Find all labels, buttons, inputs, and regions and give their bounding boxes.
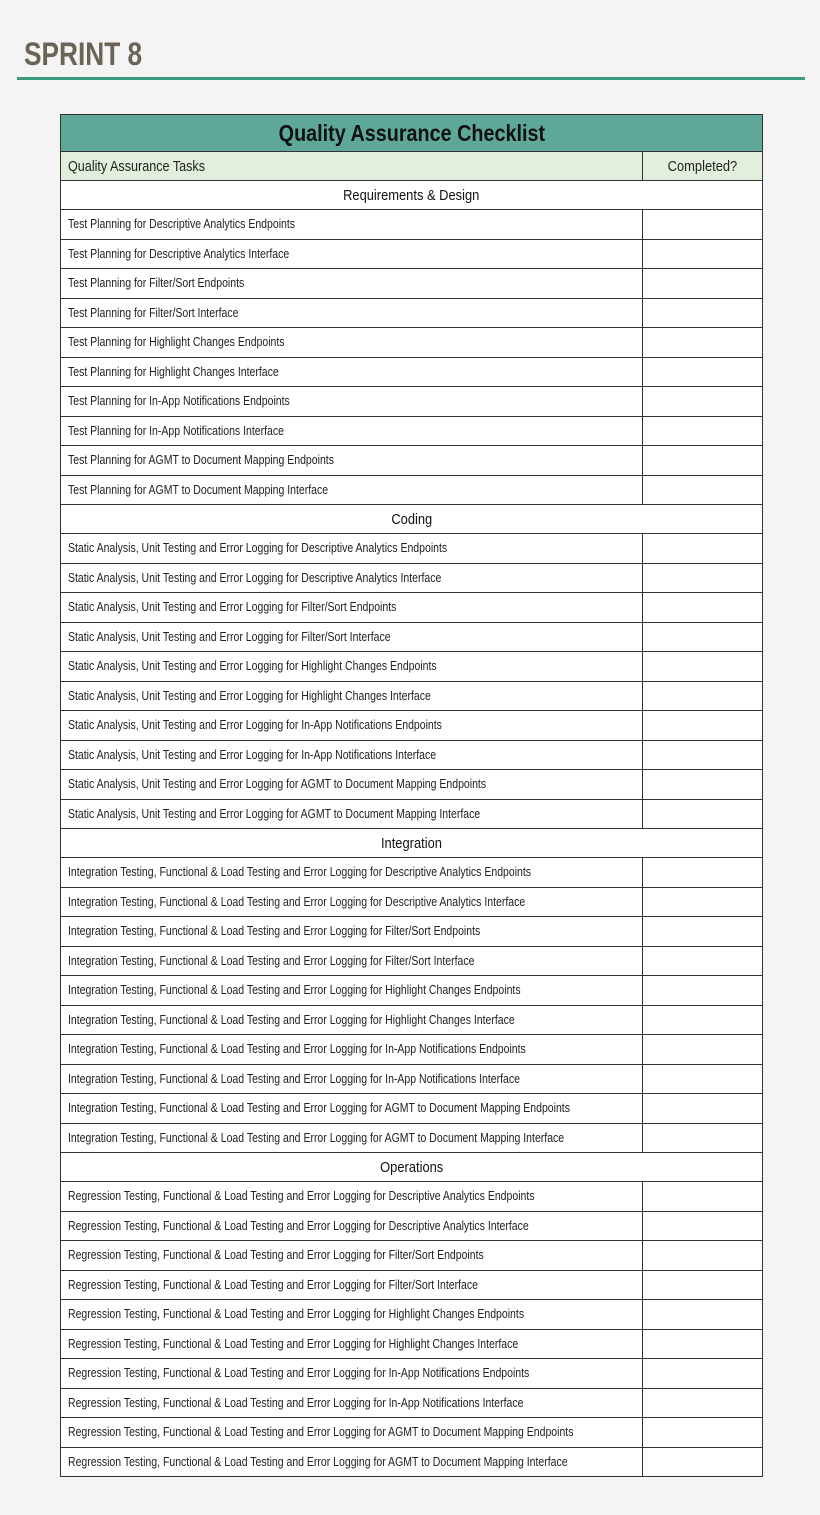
completed-checkbox-cell[interactable] [643,1005,763,1035]
task-label: Integration Testing, Functional & Load Testing and Error Logging for Descriptive Analytics Endpoints [68,865,532,880]
task-label: Regression Testing, Functional & Load Testing and Error Logging for Filter/Sort Endpoints [68,1248,484,1263]
table-row [61,446,763,476]
table-row [61,740,763,770]
task-cell [61,446,643,476]
table-row [61,1270,763,1300]
task-label: Static Analysis, Unit Testing and Error Logging for In-App Notifications Endpoints [68,718,442,733]
task-label: Integration Testing, Functional & Load Testing and Error Logging for Highlight Changes Interface [68,1012,515,1027]
task-cell [61,328,643,358]
task-cell [61,563,643,593]
task-label: Integration Testing, Functional & Load Testing and Error Logging for AGMT to Document Mapping Interface [68,1130,565,1145]
task-label: Static Analysis, Unit Testing and Error Logging for Filter/Sort Interface [68,629,391,644]
task-cell [61,652,643,682]
table-row [61,357,763,387]
completed-checkbox-cell[interactable] [643,1241,763,1271]
task-cell [61,946,643,976]
completed-checkbox-cell[interactable] [643,917,763,947]
completed-checkbox-cell[interactable] [643,298,763,328]
completed-checkbox-cell[interactable] [643,1329,763,1359]
completed-checkbox-cell[interactable] [643,1094,763,1124]
task-cell [61,1447,643,1477]
task-label: Regression Testing, Functional & Load Testing and Error Logging for AGMT to Document Mapping Interface [68,1454,568,1469]
task-label: Regression Testing, Functional & Load Testing and Error Logging for Highlight Changes Endpoints [68,1307,525,1322]
completed-checkbox-cell[interactable] [643,210,763,240]
task-label: Static Analysis, Unit Testing and Error Logging for Descriptive Analytics Endpoints [68,541,448,556]
task-label: Regression Testing, Functional & Load Testing and Error Logging for AGMT to Document Mapping Endpoints [68,1425,574,1440]
task-label: Test Planning for AGMT to Document Mapping Interface [68,482,329,497]
table-row [61,622,763,652]
task-label: Regression Testing, Functional & Load Testing and Error Logging for Descriptive Analytics Interface [68,1218,529,1233]
completed-checkbox-cell[interactable] [643,1123,763,1153]
completed-checkbox-cell[interactable] [643,269,763,299]
table-row [61,652,763,682]
completed-checkbox-cell[interactable] [643,946,763,976]
completed-checkbox-cell[interactable] [643,328,763,358]
task-cell [61,210,643,240]
checklist-title: Quality Assurance Checklist [278,119,545,146]
table-row [61,887,763,917]
task-label: Test Planning for In-App Notifications Endpoints [68,394,290,409]
task-cell [61,976,643,1006]
table-row [61,328,763,358]
table-row [61,1211,763,1241]
task-cell [61,858,643,888]
table-row [61,563,763,593]
table-row [61,239,763,269]
completed-checkbox-cell[interactable] [643,1182,763,1212]
completed-checkbox-cell[interactable] [643,976,763,1006]
table-row [61,1359,763,1389]
section-header-cell [61,181,763,210]
task-label: Static Analysis, Unit Testing and Error Logging for AGMT to Document Mapping Interface [68,806,481,821]
task-label: Static Analysis, Unit Testing and Error Logging for Highlight Changes Interface [68,688,431,703]
completed-checkbox-cell[interactable] [643,1359,763,1389]
task-label: Regression Testing, Functional & Load Testing and Error Logging for Descriptive Analytics Endpoints [68,1189,535,1204]
completed-checkbox-cell[interactable] [643,887,763,917]
table-row [61,858,763,888]
section-title: Operations [379,1158,444,1176]
task-cell [61,387,643,417]
table-row [61,799,763,829]
completed-checkbox-cell[interactable] [643,357,763,387]
completed-checkbox-cell[interactable] [643,446,763,476]
completed-checkbox-cell[interactable] [643,1035,763,1065]
task-label: Test Planning for Filter/Sort Interface [68,305,239,320]
task-cell [61,740,643,770]
section-header-cell [61,1153,763,1182]
completed-checkbox-cell[interactable] [643,534,763,564]
task-cell [61,770,643,800]
task-label: Test Planning for Filter/Sort Endpoints [68,276,245,291]
task-cell [61,1005,643,1035]
task-label: Integration Testing, Functional & Load Testing and Error Logging for AGMT to Document Mapping Endpoints [68,1101,570,1116]
task-cell [61,239,643,269]
task-label: Static Analysis, Unit Testing and Error Logging for In-App Notifications Interface [68,747,437,762]
task-cell [61,475,643,505]
task-label: Test Planning for Descriptive Analytics Endpoints [68,217,296,232]
task-label: Static Analysis, Unit Testing and Error Logging for Filter/Sort Endpoints [68,600,397,615]
task-label: Regression Testing, Functional & Load Testing and Error Logging for In-App Notifications Interface [68,1395,524,1410]
table-row [61,475,763,505]
table-row [61,1447,763,1477]
completed-checkbox-cell[interactable] [643,740,763,770]
table-row [61,387,763,417]
task-cell [61,887,643,917]
completed-checkbox-cell[interactable] [643,1388,763,1418]
column-header-row [61,152,763,181]
column-header-task [61,152,643,181]
task-cell [61,1064,643,1094]
table-row [61,1329,763,1359]
completed-checkbox-cell[interactable] [643,1211,763,1241]
completed-checkbox-cell[interactable] [643,1418,763,1448]
task-label: Integration Testing, Functional & Load Testing and Error Logging for Filter/Sort Endpoints [68,924,481,939]
task-cell [61,1388,643,1418]
section-header-row [61,505,763,534]
completed-checkbox-cell[interactable] [643,1300,763,1330]
task-label: Regression Testing, Functional & Load Testing and Error Logging for Highlight Changes Interface [68,1336,519,1351]
table-row [61,1094,763,1124]
table-row [61,681,763,711]
completed-checkbox-cell[interactable] [643,711,763,741]
completed-checkbox-cell[interactable] [643,652,763,682]
completed-checkbox-cell[interactable] [643,770,763,800]
section-title: Coding [391,510,432,528]
section-header-row [61,181,763,210]
task-cell [61,298,643,328]
task-cell [61,269,643,299]
task-cell [61,622,643,652]
completed-checkbox-cell[interactable] [643,416,763,446]
task-cell [61,1182,643,1212]
task-label: Integration Testing, Functional & Load Testing and Error Logging for Filter/Sort Interface [68,953,475,968]
task-cell [61,1123,643,1153]
task-cell [61,1241,643,1271]
task-label: Test Planning for Descriptive Analytics Interface [68,246,290,261]
completed-checkbox-cell[interactable] [643,1064,763,1094]
table-row [61,1182,763,1212]
completed-checkbox-cell[interactable] [643,387,763,417]
completed-checkbox-cell[interactable] [643,475,763,505]
completed-checkbox-cell[interactable] [643,681,763,711]
section-header-cell [61,829,763,858]
completed-checkbox-cell[interactable] [643,593,763,623]
task-cell [61,593,643,623]
task-label: Static Analysis, Unit Testing and Error Logging for Highlight Changes Endpoints [68,659,437,674]
table-row [61,1005,763,1035]
table-row [61,711,763,741]
table-row [61,917,763,947]
task-cell [61,1359,643,1389]
task-cell [61,1211,643,1241]
qa-checklist-table [60,114,763,1477]
table-row [61,593,763,623]
task-cell [61,1300,643,1330]
table-row [61,1123,763,1153]
task-cell [61,799,643,829]
completed-checkbox-cell[interactable] [643,1270,763,1300]
completed-checkbox-cell[interactable] [643,858,763,888]
task-cell [61,681,643,711]
task-label: Integration Testing, Functional & Load Testing and Error Logging for In-App Notifications Interface [68,1071,520,1086]
task-label: Integration Testing, Functional & Load Testing and Error Logging for Highlight Changes Endpoints [68,983,521,998]
sprint-title: SPRINT 8 [24,36,143,72]
task-cell [61,1418,643,1448]
table-row [61,210,763,240]
section-header-row [61,829,763,858]
task-label: Test Planning for AGMT to Document Mapping Endpoints [68,453,334,468]
task-label: Regression Testing, Functional & Load Testing and Error Logging for In-App Notifications Endpoints [68,1366,530,1381]
task-label: Integration Testing, Functional & Load Testing and Error Logging for In-App Notifications Endpoints [68,1042,526,1057]
task-cell [61,917,643,947]
task-cell [61,1270,643,1300]
completed-checkbox-cell[interactable] [643,622,763,652]
table-row [61,269,763,299]
task-label: Static Analysis, Unit Testing and Error Logging for AGMT to Document Mapping Endpoints [68,777,487,792]
table-row [61,946,763,976]
completed-checkbox-cell[interactable] [643,1447,763,1477]
table-row [61,298,763,328]
column-header-completed [643,152,763,181]
table-row [61,416,763,446]
task-cell [61,1035,643,1065]
task-cell [61,357,643,387]
table-row [61,1388,763,1418]
completed-checkbox-cell[interactable] [643,563,763,593]
completed-checkbox-cell[interactable] [643,799,763,829]
table-row [61,534,763,564]
table-row [61,1035,763,1065]
task-label: Test Planning for Highlight Changes Endpoints [68,335,285,350]
section-header-row [61,1153,763,1182]
task-cell [61,1329,643,1359]
task-label: Regression Testing, Functional & Load Testing and Error Logging for Filter/Sort Interface [68,1277,478,1292]
completed-checkbox-cell[interactable] [643,239,763,269]
table-row [61,1241,763,1271]
task-label: Static Analysis, Unit Testing and Error Logging for Descriptive Analytics Interface [68,570,442,585]
table-title-cell [61,115,763,152]
sprint-divider [17,77,805,80]
task-label: Integration Testing, Functional & Load Testing and Error Logging for Descriptive Analytics Interface [68,894,526,909]
section-title: Integration [381,834,442,852]
table-title-row [61,115,763,152]
column-header-completed-label: Completed? [667,157,738,175]
section-title: Requirements & Design [343,186,480,204]
section-header-cell [61,505,763,534]
task-cell [61,534,643,564]
table-row [61,1064,763,1094]
task-cell [61,1094,643,1124]
task-cell [61,416,643,446]
task-cell [61,711,643,741]
table-row [61,976,763,1006]
table-row [61,1300,763,1330]
table-row [61,1418,763,1448]
table-row [61,770,763,800]
task-label: Test Planning for In-App Notifications Interface [68,423,284,438]
task-label: Test Planning for Highlight Changes Interface [68,364,279,379]
column-header-task-label: Quality Assurance Tasks [68,157,206,175]
